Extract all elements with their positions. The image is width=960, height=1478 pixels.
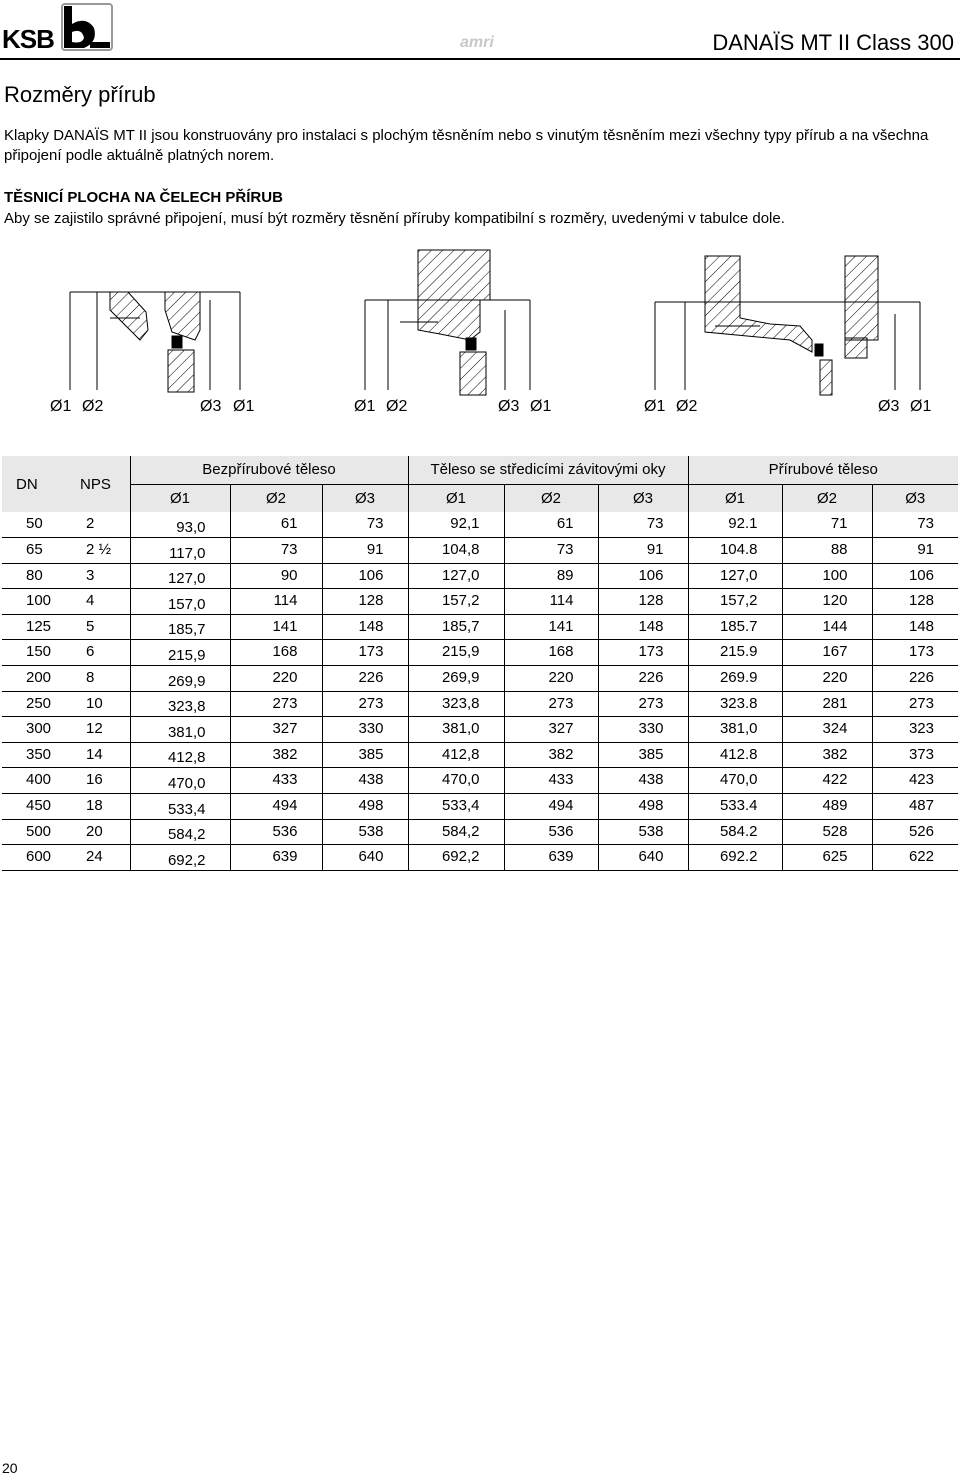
table-cell: 385 — [322, 742, 408, 768]
table-cell: 533.4 — [688, 794, 782, 820]
table-cell: 92,1 — [408, 512, 504, 538]
table-cell: 157,2 — [408, 589, 504, 615]
table-cell: 273 — [322, 691, 408, 717]
ksb-logo-text: KSB — [2, 24, 54, 54]
table-cell: 14 — [68, 742, 130, 768]
table-cell: 400 — [2, 768, 68, 794]
table-cell: 88 — [782, 538, 872, 564]
table-cell: 584,2 — [130, 819, 230, 845]
table-cell: 324 — [782, 717, 872, 743]
table-cell: 128 — [872, 589, 958, 615]
drawing-label: Ø1 — [50, 398, 72, 415]
table-cell: 215,9 — [130, 640, 230, 666]
table-cell: 141 — [230, 614, 322, 640]
table-cell: 498 — [598, 794, 688, 820]
table-cell: 90 — [230, 563, 322, 589]
table-cell: 640 — [322, 845, 408, 871]
table-cell: 220 — [230, 666, 322, 692]
table-cell: 538 — [598, 819, 688, 845]
col-nps: NPS — [68, 456, 130, 512]
table-row — [2, 742, 958, 768]
table-cell: 73 — [504, 538, 598, 564]
table-row — [2, 768, 958, 794]
table-cell: 91 — [322, 538, 408, 564]
table-cell: 148 — [598, 614, 688, 640]
table-row — [2, 666, 958, 692]
table-cell: 269,9 — [130, 666, 230, 692]
table-cell: 494 — [230, 794, 322, 820]
table-cell: 100 — [782, 563, 872, 589]
drawing-label: Ø3 — [878, 398, 900, 415]
table-cell: 381,0 — [130, 717, 230, 743]
table-cell: 125 — [2, 614, 68, 640]
table-row — [2, 640, 958, 666]
table-cell: 273 — [598, 691, 688, 717]
table-cell: 168 — [230, 640, 322, 666]
table-cell: 639 — [504, 845, 598, 871]
table-cell: 622 — [872, 845, 958, 871]
table-row — [2, 845, 958, 871]
table-cell: 323 — [872, 717, 958, 743]
table-cell: 200 — [2, 666, 68, 692]
table-cell: 300 — [2, 717, 68, 743]
flange-dimensions-table — [2, 456, 958, 871]
table-cell: 173 — [598, 640, 688, 666]
table-cell: 692,2 — [130, 845, 230, 871]
table-row — [2, 538, 958, 564]
table-cell: 127,0 — [688, 563, 782, 589]
table-cell: 185,7 — [408, 614, 504, 640]
lug-body-drawing — [365, 250, 530, 395]
table-cell: 350 — [2, 742, 68, 768]
table-cell: 323,8 — [408, 691, 504, 717]
drawing-label: Ø3 — [200, 398, 222, 415]
table-row — [2, 563, 958, 589]
table-cell: 80 — [2, 563, 68, 589]
page-number: 20 — [2, 1460, 18, 1476]
table-cell: 692,2 — [408, 845, 504, 871]
table-cell: 5 — [68, 614, 130, 640]
table-cell: 639 — [230, 845, 322, 871]
drawing-label: Ø1 — [233, 398, 255, 415]
table-row — [2, 512, 958, 538]
table-cell: 500 — [2, 819, 68, 845]
table-cell: 327 — [230, 717, 322, 743]
table-cell: 470,0 — [688, 768, 782, 794]
table-cell: 6 — [68, 640, 130, 666]
table-cell: 381,0 — [688, 717, 782, 743]
drawing-label: Ø1 — [644, 398, 666, 415]
table-cell: 4 — [68, 589, 130, 615]
table-cell: 144 — [782, 614, 872, 640]
section-heading: TĚSNICÍ PLOCHA NA ČELECH PŘÍRUB — [4, 189, 283, 206]
table-cell: 281 — [782, 691, 872, 717]
table-cell: 226 — [598, 666, 688, 692]
table-cell: 106 — [322, 563, 408, 589]
table-cell: 625 — [782, 845, 872, 871]
drawing-label: Ø1 — [530, 398, 552, 415]
table-cell: 373 — [872, 742, 958, 768]
table-cell: 220 — [782, 666, 872, 692]
table-cell: 536 — [230, 819, 322, 845]
table-cell: 8 — [68, 666, 130, 692]
table-cell: 412,8 — [408, 742, 504, 768]
table-cell: 273 — [872, 691, 958, 717]
flanged-body-drawing — [655, 256, 920, 395]
table-cell: 215,9 — [408, 640, 504, 666]
group-flanged: Přírubové těleso — [688, 456, 958, 484]
table-cell: 330 — [322, 717, 408, 743]
table-cell: 450 — [2, 794, 68, 820]
page-heading: Rozměry přírub — [4, 82, 156, 107]
table-cell: 73 — [322, 512, 408, 538]
table-cell: 167 — [782, 640, 872, 666]
table-row — [2, 717, 958, 743]
table-cell: 20 — [68, 819, 130, 845]
ksb-logo-icon — [58, 2, 114, 52]
table-cell: 533,4 — [130, 794, 230, 820]
table-cell: 73 — [598, 512, 688, 538]
sub-header: Ø1 — [408, 484, 504, 512]
drawing-label: Ø1 — [910, 398, 932, 415]
table-cell: 18 — [68, 794, 130, 820]
table-cell: 100 — [2, 589, 68, 615]
table-cell: 128 — [322, 589, 408, 615]
table-cell: 127,0 — [130, 563, 230, 589]
table-cell: 528 — [782, 819, 872, 845]
table-cell: 538 — [322, 819, 408, 845]
table-cell: 12 — [68, 717, 130, 743]
table-cell: 382 — [230, 742, 322, 768]
table-cell: 157,2 — [688, 589, 782, 615]
table-cell: 269,9 — [408, 666, 504, 692]
group-wafer: Bezpřírubové těleso — [130, 456, 408, 484]
table-body — [2, 512, 958, 870]
table-cell: 330 — [598, 717, 688, 743]
drawing-label: Ø3 — [498, 398, 520, 415]
table-cell: 173 — [872, 640, 958, 666]
table-cell: 215.9 — [688, 640, 782, 666]
table-cell: 226 — [322, 666, 408, 692]
table-cell: 220 — [504, 666, 598, 692]
table-cell: 73 — [872, 512, 958, 538]
table-cell: 526 — [872, 819, 958, 845]
col-dn: DN — [2, 456, 68, 512]
table-cell: 173 — [322, 640, 408, 666]
table-cell: 269.9 — [688, 666, 782, 692]
table-cell: 106 — [598, 563, 688, 589]
table-cell: 433 — [504, 768, 598, 794]
table-cell: 3 — [68, 563, 130, 589]
table-cell: 250 — [2, 691, 68, 717]
sub-header: Ø3 — [872, 484, 958, 512]
table-cell: 640 — [598, 845, 688, 871]
sub-header: Ø3 — [322, 484, 408, 512]
table-cell: 91 — [872, 538, 958, 564]
table-cell: 422 — [782, 768, 872, 794]
table-cell: 104.8 — [688, 538, 782, 564]
table-cell: 92.1 — [688, 512, 782, 538]
table-cell: 323.8 — [688, 691, 782, 717]
intro-paragraph: Klapky DANAÏS MT II jsou konstruovány pro instalaci s plochým těsněním nebo s vinutým těsněním mezi všechny typy přírub a na všechna připojení podle aktuálně platných norem. — [4, 127, 929, 164]
table-cell: 106 — [872, 563, 958, 589]
table-cell: 470,0 — [130, 768, 230, 794]
table-cell: 487 — [872, 794, 958, 820]
table-cell: 382 — [504, 742, 598, 768]
table-cell: 93,0 — [130, 512, 230, 538]
table-cell: 148 — [872, 614, 958, 640]
table-cell: 438 — [322, 768, 408, 794]
table-cell: 141 — [504, 614, 598, 640]
table-cell: 433 — [230, 768, 322, 794]
table-cell: 2 — [68, 512, 130, 538]
table-cell: 89 — [504, 563, 598, 589]
table-row — [2, 819, 958, 845]
header-rule — [0, 58, 960, 60]
table-cell: 185.7 — [688, 614, 782, 640]
table-cell: 323,8 — [130, 691, 230, 717]
table-cell: 61 — [230, 512, 322, 538]
table-cell: 273 — [504, 691, 598, 717]
table-cell: 584.2 — [688, 819, 782, 845]
table-cell: 600 — [2, 845, 68, 871]
table-cell: 423 — [872, 768, 958, 794]
table-cell: 114 — [504, 589, 598, 615]
table-cell: 114 — [230, 589, 322, 615]
table-cell: 120 — [782, 589, 872, 615]
drawing-label: Ø2 — [676, 398, 698, 415]
table-cell: 692.2 — [688, 845, 782, 871]
table-cell: 489 — [782, 794, 872, 820]
flange-drawings — [0, 240, 960, 420]
sub-header: Ø2 — [230, 484, 322, 512]
table-cell: 2 ½ — [68, 538, 130, 564]
sub-header: Ø2 — [782, 484, 872, 512]
wafer-body-drawing — [70, 292, 240, 392]
table-cell: 382 — [782, 742, 872, 768]
table-cell: 127,0 — [408, 563, 504, 589]
drawing-label: Ø1 — [354, 398, 376, 415]
drawing-label: Ø2 — [386, 398, 408, 415]
table-cell: 412.8 — [688, 742, 782, 768]
table-cell: 168 — [504, 640, 598, 666]
section-paragraph: Aby se zajistilo správné připojení, musí být rozměry těsnění příruby kompatibilní s rozměry, uvedenými v tabulce dole. — [4, 210, 785, 227]
table-cell: 24 — [68, 845, 130, 871]
table-cell: 438 — [598, 768, 688, 794]
table-cell: 185,7 — [130, 614, 230, 640]
table-cell: 16 — [68, 768, 130, 794]
table-cell: 157,0 — [130, 589, 230, 615]
table-cell: 128 — [598, 589, 688, 615]
table-cell: 412,8 — [130, 742, 230, 768]
table-cell: 65 — [2, 538, 68, 564]
table-cell: 226 — [872, 666, 958, 692]
table-cell: 470,0 — [408, 768, 504, 794]
table-cell: 117,0 — [130, 538, 230, 564]
sub-header: Ø2 — [504, 484, 598, 512]
table-row — [2, 691, 958, 717]
table-cell: 61 — [504, 512, 598, 538]
table-cell: 536 — [504, 819, 598, 845]
table-cell: 71 — [782, 512, 872, 538]
table-cell: 150 — [2, 640, 68, 666]
table-cell: 73 — [230, 538, 322, 564]
table-cell: 10 — [68, 691, 130, 717]
page-header — [0, 0, 960, 62]
sub-header: Ø3 — [598, 484, 688, 512]
table-cell: 584,2 — [408, 819, 504, 845]
table-cell: 494 — [504, 794, 598, 820]
table-cell: 91 — [598, 538, 688, 564]
group-lug: Těleso se středicími závitovými oky — [408, 456, 688, 484]
table-cell: 273 — [230, 691, 322, 717]
table-row — [2, 794, 958, 820]
table-cell: 498 — [322, 794, 408, 820]
table-cell: 533,4 — [408, 794, 504, 820]
drawing-label: Ø2 — [82, 398, 104, 415]
table-row — [2, 614, 958, 640]
table-cell: 148 — [322, 614, 408, 640]
document-title: DANAÏS MT II Class 300 — [712, 30, 954, 55]
amri-brand: amri — [460, 34, 494, 51]
table-cell: 381,0 — [408, 717, 504, 743]
table-cell: 104,8 — [408, 538, 504, 564]
table-cell: 50 — [2, 512, 68, 538]
table-row — [2, 589, 958, 615]
sub-header: Ø1 — [688, 484, 782, 512]
table-cell: 385 — [598, 742, 688, 768]
sub-header: Ø1 — [130, 484, 230, 512]
table-cell: 327 — [504, 717, 598, 743]
